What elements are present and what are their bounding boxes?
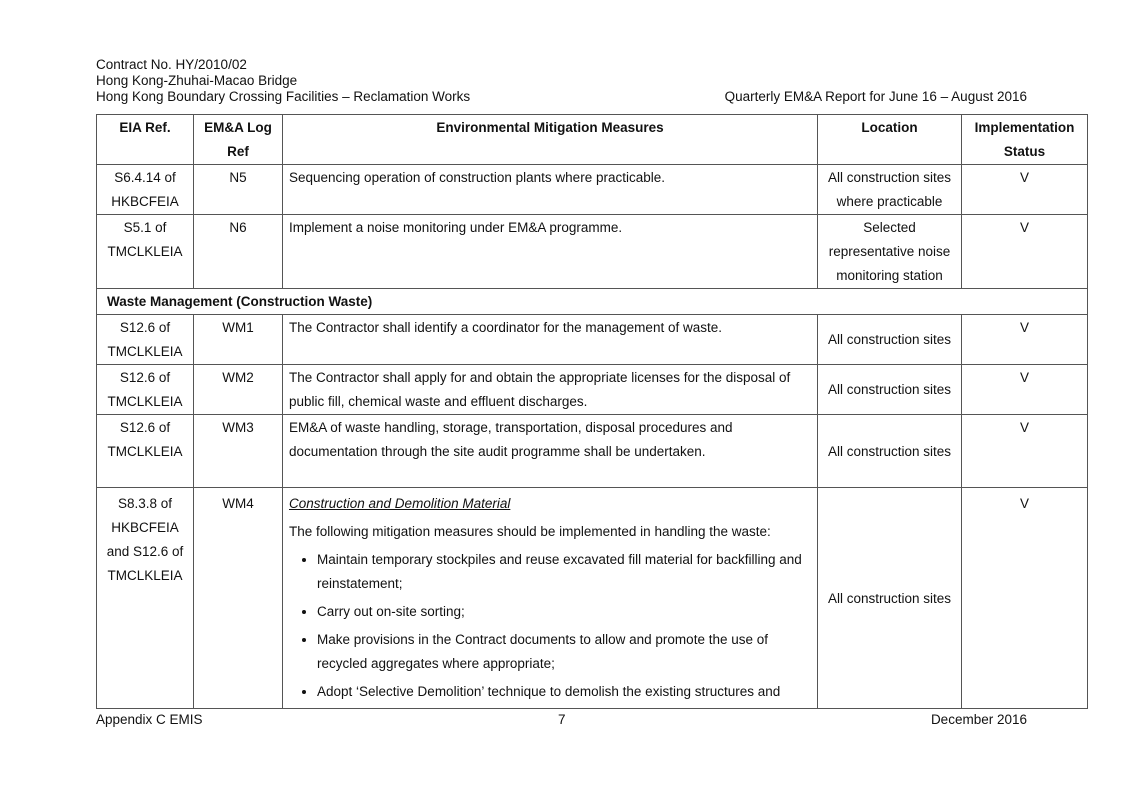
table-row [97,315,1088,365]
header-eia-ref: EIA Ref. [97,115,194,165]
table-row [97,165,1088,215]
log-ref-cell: WM2 [194,365,283,415]
footer-appendix: Appendix C EMIS [96,712,203,727]
list-item: • Adopt ‘Selective Demolition’ technique to demolish the existing structures and [317,680,811,704]
table-row [97,365,1088,415]
document-header [96,57,470,105]
footer-date: December 2016 [930,712,1027,727]
header-location: Location [818,115,962,165]
eia-ref-cell: S5.1 of TMCLKLEIA [97,215,194,289]
table-row [97,488,1088,709]
section-heading: Waste Management (Construction Waste) [97,289,1088,315]
measure-cell: Implement a noise monitoring under EM&A programme. [283,215,818,289]
location-cell: All construction sites [818,315,962,365]
measure-intro: The following mitigation measures should be implemented in handling the waste: [289,524,771,539]
measure-subheading: Construction and Demolition Material [289,496,511,511]
status-cell: V [962,165,1088,215]
list-item: • Make provisions in the Contract documents to allow and promote the use of recycled aggregates where appropriate; [317,628,811,676]
location-cell: All construction sites where practicable [818,165,962,215]
status-cell: V [962,215,1088,289]
page-number: 7 [558,712,566,727]
project-name: Hong Kong-Zhuhai-Macao Bridge [96,73,298,88]
mitigation-measures-table [96,114,1088,709]
measure-cell: Sequencing operation of construction plants where practicable. [283,165,818,215]
header-log-ref: EM&A Log Ref [194,115,283,165]
status-cell: V [962,415,1088,488]
eia-ref-cell: S12.6 of TMCLKLEIA [97,365,194,415]
section-row [97,289,1088,315]
list-item: • Maintain temporary stockpiles and reuse excavated fill material for backfilling and reinstatement; [317,548,811,596]
table-row [97,415,1088,488]
log-ref-cell: N5 [194,165,283,215]
measure-bullet-list [289,548,811,704]
eia-ref-cell: S6.4.14 of HKBCFEIA [97,165,194,215]
works-title: Hong Kong Boundary Crossing Facilities – Reclamation Works [96,89,471,104]
log-ref-cell: WM3 [194,415,283,488]
location-cell: All construction sites [818,365,962,415]
measure-cell: EM&A of waste handling, storage, transportation, disposal procedures and documentation through the site audit programme shall be undertaken. [283,415,818,488]
table-row [97,215,1088,289]
eia-ref-cell: S12.6 of TMCLKLEIA [97,415,194,488]
status-cell: V [962,365,1088,415]
contract-number: Contract No. HY/2010/02 [96,57,247,72]
log-ref-cell: N6 [194,215,283,289]
header-measures: Environmental Mitigation Measures [283,115,818,165]
table-header-row [97,115,1088,165]
report-title: Quarterly EM&A Report for June 16 – August 2016 [724,89,1027,104]
measure-cell: The Contractor shall identify a coordinator for the management of waste. [283,315,818,365]
eia-ref-cell: S8.3.8 of HKBCFEIA and S12.6 of TMCLKLEIA [97,488,194,709]
measure-cell: The Contractor shall apply for and obtain the appropriate licenses for the disposal of public fill, chemical waste and effluent discharges. [283,365,818,415]
location-cell: All construction sites [818,488,962,709]
log-ref-cell: WM4 [194,488,283,709]
location-cell: Selected representative noise monitoring station [818,215,962,289]
measure-cell [283,488,818,709]
list-item: • Carry out on-site sorting; [317,600,811,624]
status-cell: V [962,315,1088,365]
status-cell: V [962,488,1088,709]
eia-ref-cell: S12.6 of TMCLKLEIA [97,315,194,365]
location-cell: All construction sites [818,415,962,488]
header-status: Implementation Status [962,115,1088,165]
log-ref-cell: WM1 [194,315,283,365]
